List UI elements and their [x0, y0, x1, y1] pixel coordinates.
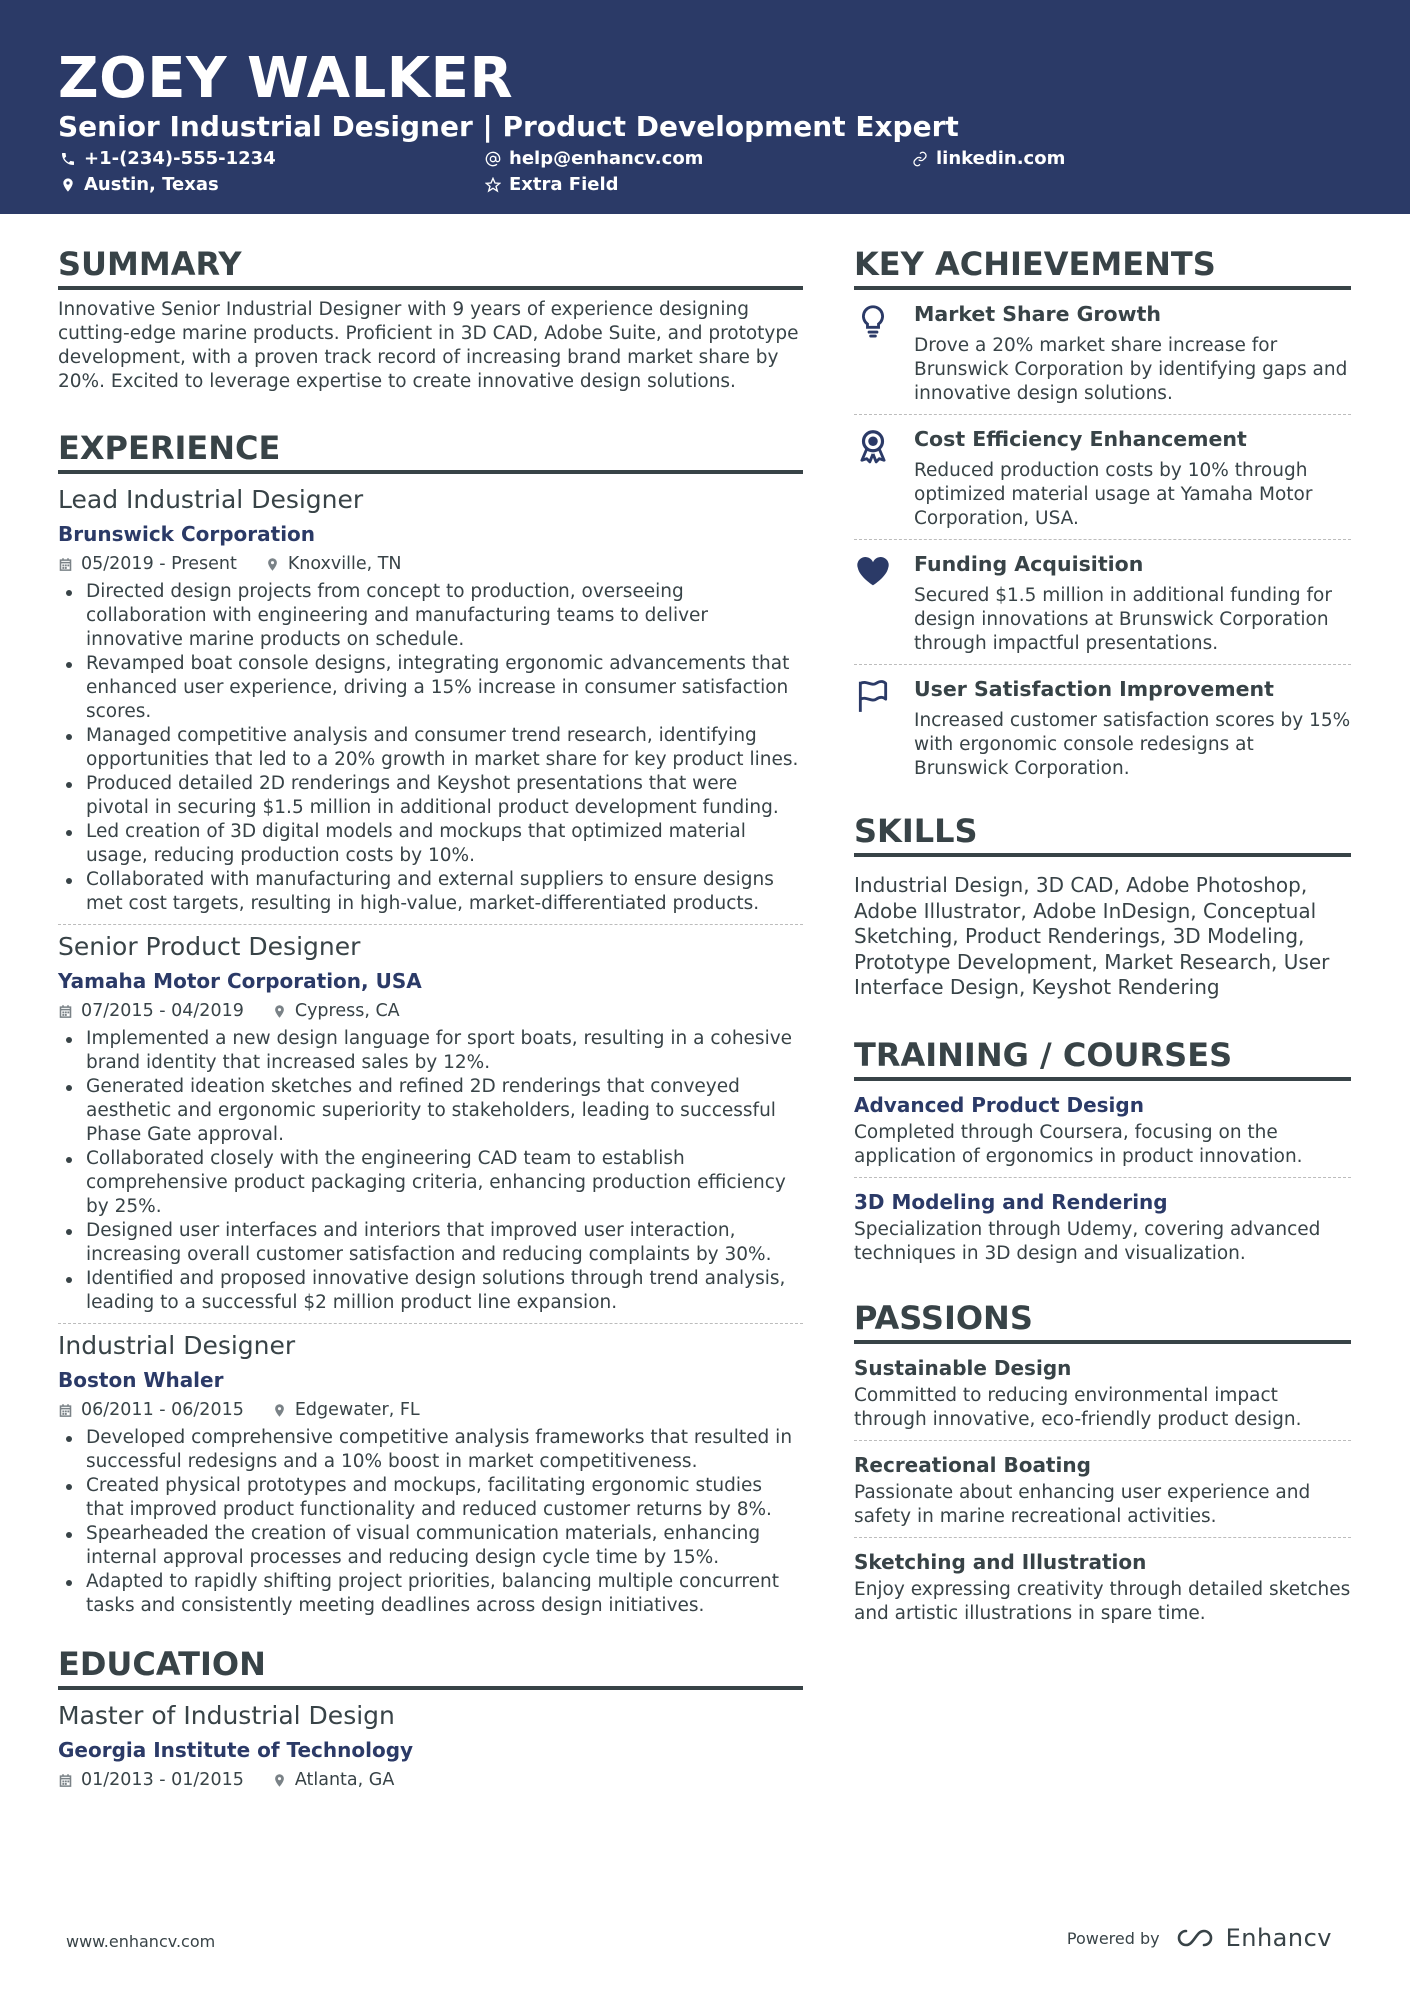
passion-desc: Passionate about enhancing user experience and safety in marine recreational activities.: [854, 1481, 1311, 1527]
course-desc: Completed through Coursera, focusing on the application of ergonomics in product innovation.: [854, 1121, 1303, 1167]
passion-title: Recreational Boating: [854, 1452, 1091, 1477]
contact-phone[interactable]: [60, 147, 276, 171]
link-icon: [912, 151, 928, 167]
passions-section: [854, 1298, 1351, 1634]
job-meta: [58, 1398, 803, 1422]
job-bullet: Directed design projects from concept to production, overseeing collaboration with engineering and manufacturing teams to deliver innovative marine products on schedule.: [58, 580, 803, 652]
experience-title: EXPERIENCE: [58, 428, 803, 474]
job-location: Cypress, CA: [294, 1001, 400, 1021]
job-bullets: [58, 1426, 803, 1618]
location-pin-icon: [60, 177, 76, 193]
achievement-item: [854, 540, 1351, 665]
achievement-title: Cost Efficiency Enhancement: [914, 427, 1247, 451]
divider: [58, 1323, 803, 1324]
location-pin-icon: [272, 1403, 287, 1418]
heart-icon: [854, 552, 892, 590]
job-company: Yamaha Motor Corporation, USA: [58, 969, 422, 993]
achievement-desc: Secured $1.5 million in additional funding for design innovations at Brunswick Corporation through impactful presentations.: [914, 585, 1332, 654]
job-meta: [58, 552, 803, 576]
contact-location: [60, 173, 219, 197]
job-bullet: Designed user interfaces and interiors that improved user interaction, increasing overall customer satisfaction and reducing complaints by 30%.: [58, 1219, 803, 1267]
job-bullet: Collaborated closely with the engineering CAD team to establish comprehensive product packaging criteria, enhancing production efficiency by 25%.: [58, 1147, 803, 1219]
enhancv-logo-icon: [1172, 1926, 1218, 1950]
location-pin-icon: [272, 1773, 287, 1788]
passions-title: PASSIONS: [854, 1298, 1351, 1344]
calendar-icon: [58, 1004, 73, 1019]
calendar-icon: [58, 1403, 73, 1418]
passion-title: Sustainable Design: [854, 1355, 1072, 1380]
passion-item: [854, 1344, 1351, 1441]
experience-section: [58, 428, 803, 1618]
location-text: Austin, Texas: [84, 174, 219, 195]
calendar-icon: [58, 1773, 73, 1788]
achievements-title: KEY ACHIEVEMENTS: [854, 244, 1351, 290]
education-location: Atlanta, GA: [294, 1770, 395, 1790]
job-bullet: Revamped boat console designs, integrating ergonomic advancements that enhanced user experience, driving a 15% increase in consumer satisfaction scores.: [58, 652, 803, 724]
school: Georgia Institute of Technology: [58, 1738, 414, 1762]
education-meta: [58, 1768, 803, 1792]
job-bullet: Developed comprehensive competitive analysis frameworks that resulted in successful redesigns and a 10% boost in market competitiveness.: [58, 1426, 803, 1474]
award-ribbon-icon: [854, 427, 892, 465]
divider: [58, 924, 803, 925]
job-bullet: Produced detailed 2D renderings and Keyshot presentations that were pivotal in securing $1.5 million in additional product development funding.: [58, 772, 803, 820]
summary-text: Innovative Senior Industrial Designer with 9 years of experience designing cutting-edge marine products. Proficient in 3D CAD, Adobe Suite, and prototype development, with a proven track record of increasing brand market share by 20%. Excited to leverage expertise to create innovative design solutions.: [58, 299, 799, 392]
achievement-desc: Drove a 20% market share increase for Brunswick Corporation by identifying gaps and innovative design solutions.: [914, 335, 1348, 404]
footer-website[interactable]: www.enhancv.com: [66, 1932, 216, 1951]
powered-by-text: Powered by: [1066, 1928, 1160, 1948]
star-icon: [485, 177, 501, 193]
skills-title: SKILLS: [854, 811, 1351, 857]
training-title: TRAINING / COURSES: [854, 1035, 1351, 1081]
extra-text: Extra Field: [509, 174, 619, 195]
job-bullets: [58, 580, 803, 916]
job-bullets: [58, 1027, 803, 1315]
job-bullet: Generated ideation sketches and refined 2D renderings that conveyed aesthetic and ergonomic superiority to stakeholders, leading to successful Phase Gate approval.: [58, 1075, 803, 1147]
job-dates: 05/2019 - Present: [81, 554, 237, 574]
phone-text: +1-(234)-555-1234: [84, 148, 276, 169]
passion-desc: Enjoy expressing creativity through detailed sketches and artistic illustrations in spare time.: [854, 1578, 1351, 1624]
job-company: Boston Whaler: [58, 1368, 224, 1392]
contact-email[interactable]: [485, 147, 703, 171]
job-bullet: Led creation of 3D digital models and mockups that optimized material usage, reducing production costs by 10%.: [58, 820, 803, 868]
left-column: [58, 244, 803, 1792]
job-bullet: Adapted to rapidly shifting project priorities, balancing multiple concurrent tasks and consistently meeting deadlines across design initiatives.: [58, 1570, 803, 1618]
training-section: [854, 1035, 1351, 1274]
job-meta: [58, 999, 803, 1023]
resume-header: [0, 0, 1410, 214]
passion-title: Sketching and Illustration: [854, 1549, 1147, 1574]
achievement-item: [854, 415, 1351, 540]
achievement-title: Funding Acquisition: [914, 552, 1144, 576]
linkedin-text: linkedin.com: [936, 148, 1066, 169]
flag-icon: [854, 677, 892, 715]
achievement-desc: Increased customer satisfaction scores by 15% with ergonomic console redesigns at Brunswick Corporation.: [914, 710, 1351, 779]
contact-linkedin[interactable]: [912, 147, 1065, 171]
contact-extra: [485, 173, 619, 197]
achievement-item: [854, 665, 1351, 789]
job-bullet: Identified and proposed innovative design solutions through trend analysis, leading to a successful $2 million product line expansion.: [58, 1267, 803, 1315]
experience-item: [58, 484, 803, 925]
job-bullet: Collaborated with manufacturing and external suppliers to ensure designs met cost targets, resulting in high-value, market-differentiated products.: [58, 868, 803, 916]
achievement-desc: Reduced production costs by 10% through optimized material usage at Yamaha Motor Corporation, USA.: [914, 460, 1313, 529]
education-section: [58, 1644, 803, 1792]
location-pin-icon: [272, 1004, 287, 1019]
location-pin-icon: [265, 557, 280, 572]
achievement-item: [854, 290, 1351, 415]
job-dates: 07/2015 - 04/2019: [81, 1001, 244, 1021]
achievements-section: [854, 244, 1351, 789]
at-sign-icon: [485, 151, 501, 167]
course-item: [854, 1178, 1351, 1274]
job-role: Senior Product Designer: [58, 932, 361, 961]
email-text: help@enhancv.com: [509, 148, 704, 169]
experience-item: [58, 931, 803, 1324]
summary-section: [58, 244, 803, 394]
job-role: Lead Industrial Designer: [58, 485, 364, 514]
summary-title: SUMMARY: [58, 244, 803, 290]
degree: Master of Industrial Design: [58, 1701, 395, 1730]
education-title: EDUCATION: [58, 1644, 803, 1690]
education-dates: 01/2013 - 01/2015: [81, 1770, 244, 1790]
job-bullet: Created physical prototypes and mockups, facilitating ergonomic studies that improved product functionality and reduced customer returns by 8%.: [58, 1474, 803, 1522]
course-item: [854, 1081, 1351, 1178]
achievement-title: Market Share Growth: [914, 302, 1161, 326]
education-item: [58, 1700, 803, 1792]
passion-item: [854, 1441, 1351, 1538]
job-location: Knoxville, TN: [287, 554, 402, 574]
job-bullet: Spearheaded the creation of visual communication materials, enhancing internal approval processes and reducing design cycle time by 15%.: [58, 1522, 803, 1570]
brand-logo[interactable]: [1172, 1924, 1332, 1952]
skills-section: [854, 811, 1351, 1001]
skills-text: Industrial Design, 3D CAD, Adobe Photoshop, Adobe Illustrator, Adobe InDesign, Conceptual Sketching, Product Renderings, 3D Modeling, Prototype Development, Market Research, User Interface Design, Keyshot Rendering: [854, 873, 1330, 999]
right-column: [854, 244, 1351, 1634]
job-bullet: Managed competitive analysis and consumer trend research, identifying opportunities that led to a 20% growth in market share for key product lines.: [58, 724, 803, 772]
job-location: Edgewater, FL: [294, 1400, 420, 1420]
brand-name: Enhancv: [1225, 1924, 1332, 1952]
job-dates: 06/2011 - 06/2015: [81, 1400, 244, 1420]
job-role: Industrial Designer: [58, 1331, 296, 1360]
calendar-icon: [58, 557, 73, 572]
achievement-title: User Satisfaction Improvement: [914, 677, 1274, 701]
phone-icon: [60, 151, 76, 167]
passion-desc: Committed to reducing environmental impact through innovative, eco-friendly product design.: [854, 1384, 1302, 1430]
candidate-headline: Senior Industrial Designer | Product Development Expert: [58, 110, 959, 143]
job-company: Brunswick Corporation: [58, 522, 316, 546]
candidate-name: ZOEY WALKER: [58, 46, 514, 111]
course-title: 3D Modeling and Rendering: [854, 1189, 1168, 1214]
course-title: Advanced Product Design: [854, 1092, 1144, 1117]
footer-branding: [1067, 1924, 1332, 1952]
job-bullet: Implemented a new design language for sport boats, resulting in a cohesive brand identity that increased sales by 12%.: [58, 1027, 803, 1075]
experience-item: [58, 1330, 803, 1618]
course-desc: Specialization through Udemy, covering advanced techniques in 3D design and visualization.: [854, 1218, 1321, 1264]
passion-item: [854, 1538, 1351, 1634]
lightbulb-icon: [854, 302, 892, 340]
